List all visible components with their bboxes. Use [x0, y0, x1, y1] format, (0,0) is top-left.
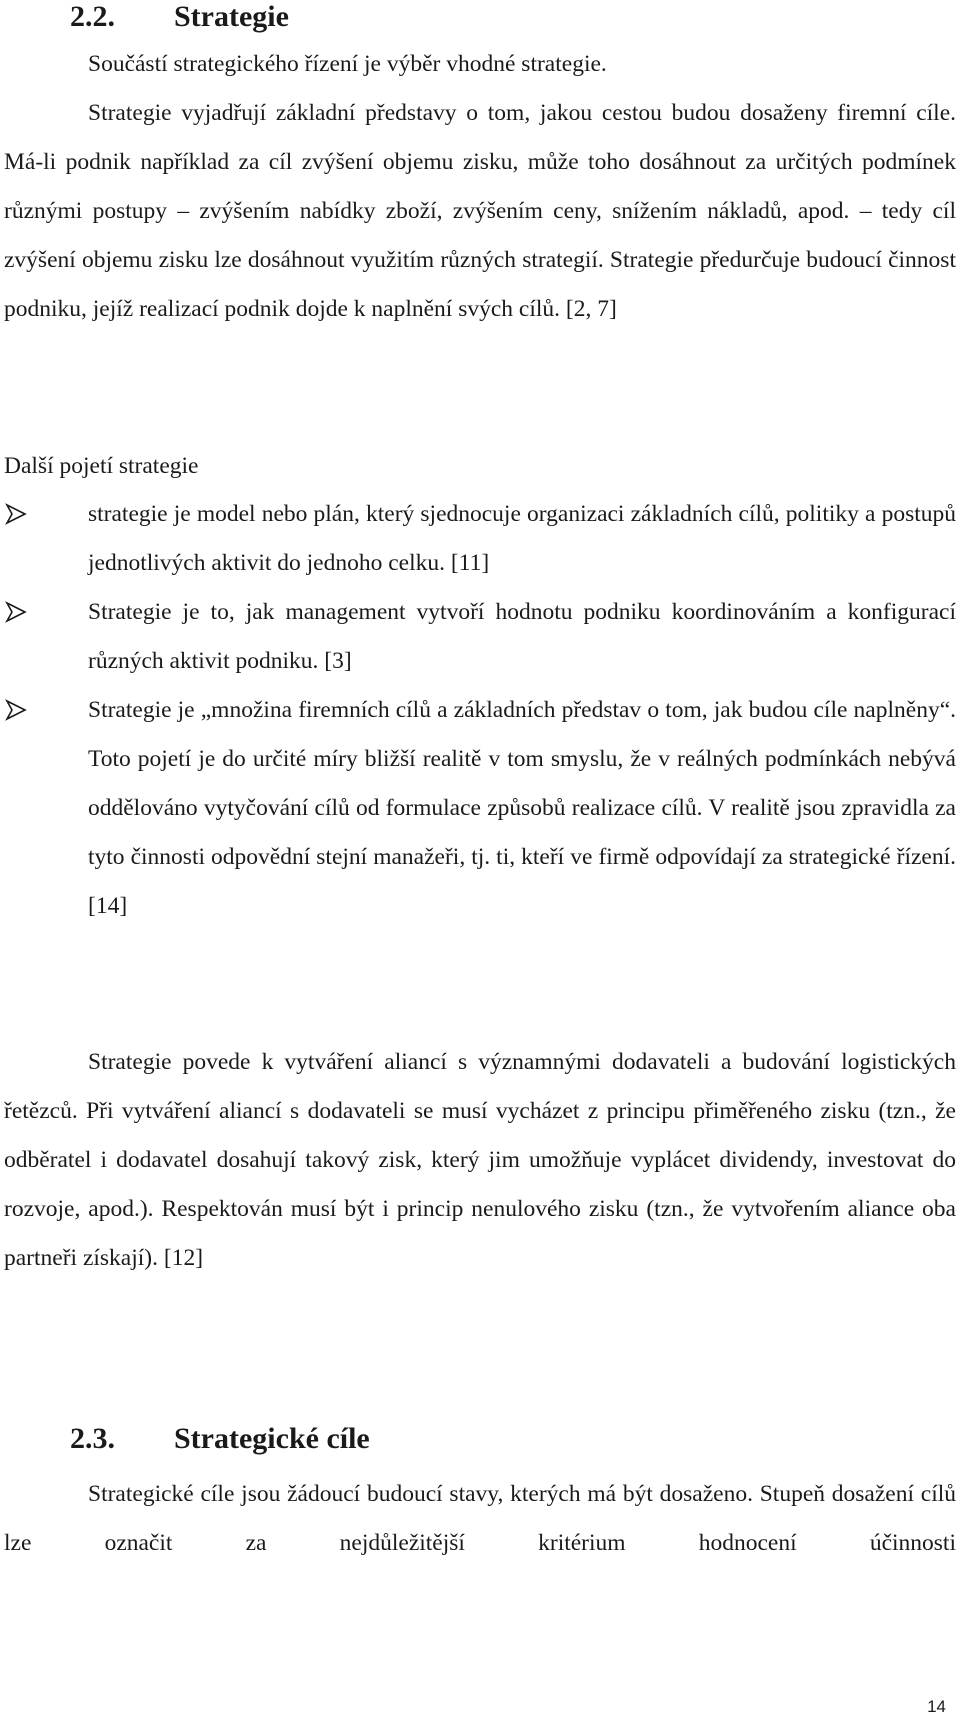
- section-number: 2.3.: [70, 1422, 115, 1455]
- list-item-text: strategie je model nebo plán, který sjednocuje organizaci základních cílů, politiky a postupů jednotlivých aktivit do jednoho celku. [11]: [88, 501, 956, 576]
- strategic-goals-paragraph: Strategické cíle jsou žádoucí budoucí stavy, kterých má být dosaženo. Stupeň dosažení cílů lze označit za nejdůležitější kritérium hodnocení účinnosti: [4, 1481, 956, 1556]
- section-number: 2.2.: [70, 0, 115, 33]
- section-title: Strategické cíle: [174, 1422, 370, 1455]
- strategy-paragraph: Strategie vyjadřují základní představy o tom, jakou cestou budou dosaženy firemní cíle. Má-li podnik například za cíl zvýšení objemu zisku, může toho dosáhnout za určitých podmínek různými postupy – zvýšením nabídky zboží, zvýšením ceny, snížením nákladů, apod. – tedy cíl zvýšení objemu zisku lze dosáhnout využitím různých strategií. Strategie předurčuje budoucí činnost podniku, jejíž realizací podnik dojde k naplnění svých cílů. [2, 7]: [4, 100, 956, 322]
- alliance-paragraph: Strategie povede k vytváření aliancí s významnými dodavateli a budování logistických řetězců. Při vytváření aliancí s dodavateli se musí vycházet z principu přiměřeného zisku (tzn., že odběratel i dodavatel dosahují takový zisk, který jim umožňuje vyplácet dividendy, investovat do rozvoje, apod.). Respektován musí být i princip nenulového zisku (tzn., že vytvořením aliance oba partneři získají). [12]: [4, 1049, 956, 1271]
- list-item: [0, 490, 960, 588]
- intro-sentence: Součástí strategického řízení je výběr vhodné strategie.: [88, 51, 607, 77]
- list-item: [0, 686, 960, 931]
- list-heading: Další pojetí strategie: [4, 453, 199, 479]
- arrowhead-bullet-icon: [4, 694, 28, 726]
- list-item-text: Strategie je „množina firemních cílů a základních představ o tom, jak budou cíle naplněny“. Toto pojetí je do určité míry bližší realitě v tom smyslu, že v reálných podmínkách nebývá oddělováno vytyčování cílů od formulace způsobů realizace cílů. V realitě jsou zpravidla za tyto činnosti odpovědní stejní manažeři, tj. ti, kteří ve firmě odpovídají za strategické řízení. [14]: [88, 697, 956, 919]
- page-number: 14: [927, 1697, 946, 1716]
- arrowhead-bullet-icon: [4, 596, 28, 628]
- strategy-definitions-list: [0, 490, 960, 931]
- section-heading-2-2: [70, 0, 289, 34]
- list-item-text: Strategie je to, jak management vytvoří hodnotu podniku koordinováním a konfigurací různých aktivit podniku. [3]: [88, 599, 956, 674]
- list-item: [0, 588, 960, 686]
- section-heading-2-3: [70, 1422, 370, 1456]
- section-title: Strategie: [174, 0, 289, 33]
- arrowhead-bullet-icon: [4, 498, 28, 530]
